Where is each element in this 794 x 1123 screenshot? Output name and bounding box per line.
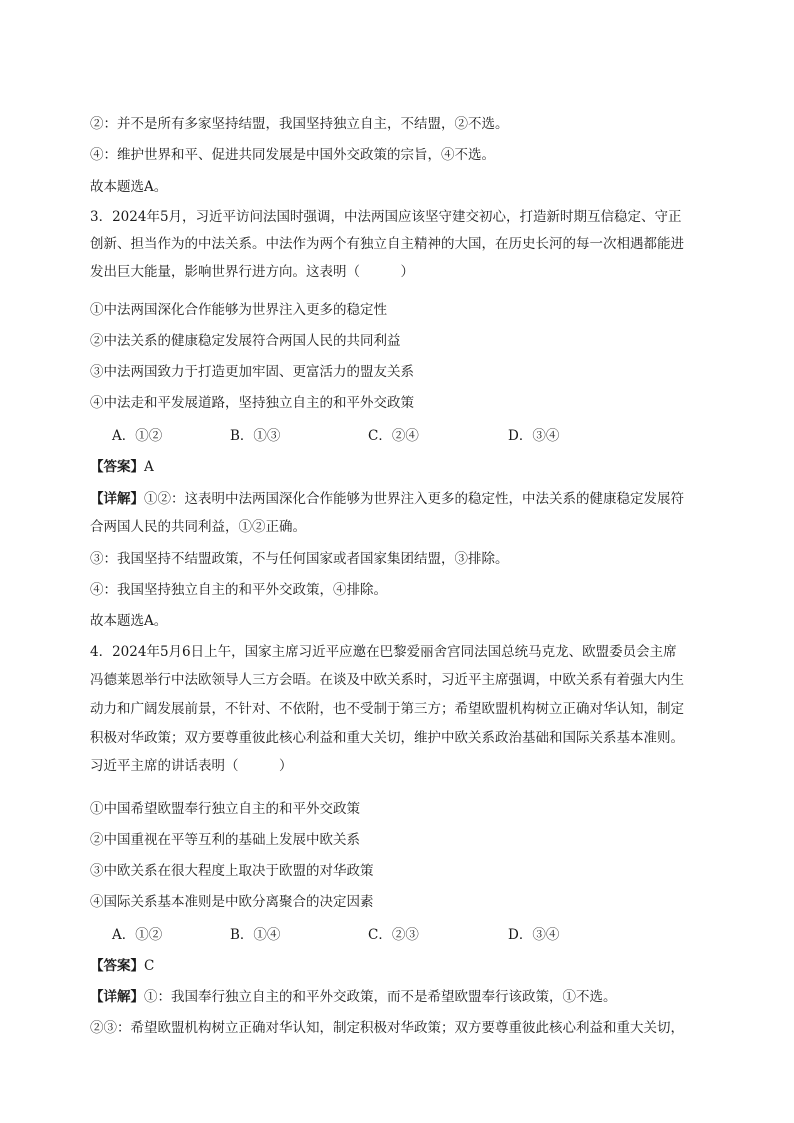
q3-option-c: C．②④ xyxy=(368,428,419,444)
q3-conclusion: 故本题选A。 xyxy=(90,613,168,629)
q3-statement: ②中法关系的健康稳定发展符合两国人民的共同利益 xyxy=(90,333,401,349)
q4-detail-line xyxy=(90,987,710,1007)
q4-stem-line: 冯德莱恩举行中法欧领导人三方会晤。在谈及中欧关系时，习近平主席强调，中欧关系有着强大内生 xyxy=(90,672,684,688)
q4-option-a: A．①② xyxy=(112,927,163,943)
q3-statement: ①中法两国深化合作能够为世界注入更多的稳定性 xyxy=(90,302,387,318)
q3-option-a: A．①② xyxy=(112,428,163,444)
q4-statement: ③中欧关系在很大程度上取决于欧盟的对华政策 xyxy=(90,863,374,879)
q3-stem-line: 3．2024年5月，习近平访问法国时强调，中法两国应该坚守建交初心，打造新时期互信稳定、守正 xyxy=(90,209,682,225)
detail-text: ①②：这表明中法两国深化合作能够为世界注入更多的稳定性，中法关系的健康稳定发展符 xyxy=(144,491,684,507)
q4-option-b: B．①④ xyxy=(230,927,281,943)
q3-answer xyxy=(90,457,710,477)
q3-statement: ③中法两国致力于打造更加牢固、更富活力的盟友关系 xyxy=(90,364,414,380)
q3-option-b: B．①③ xyxy=(230,428,281,444)
prev-conclusion: 故本题选A。 xyxy=(90,179,168,195)
prev-detail-line: ④：维护世界和平、促进共同发展是中国外交政策的宗旨，④不选。 xyxy=(90,147,495,163)
q3-stem-line: 发出巨大能量，影响世界行进方向。这表明（ ） xyxy=(90,264,414,280)
q4-detail-line: ②③：希望欧盟机构树立正确对华认知，制定积极对华政策；双方要尊重彼此核心利益和重大关切， xyxy=(90,1020,684,1036)
detail-label: 【详解】 xyxy=(90,989,144,1005)
q3-stem-line: 创新、担当作为的中法关系。中法作为两个有独立自主精神的大国，在历史长河的每一次相遇都能进 xyxy=(90,236,684,252)
q3-detail-line: ③：我国坚持不结盟政策，不与任何国家或者国家集团结盟，③排除。 xyxy=(90,551,509,567)
q4-statement: ②中国重视在平等互利的基础上发展中欧关系 xyxy=(90,832,360,848)
q3-statement: ④中法走和平发展道路，坚持独立自主的和平外交政策 xyxy=(90,395,414,411)
answer-label: 【答案】 xyxy=(90,459,144,475)
answer-value: A xyxy=(144,459,154,475)
q3-option-d: D．③④ xyxy=(508,428,560,444)
q4-stem-line: 积极对华政策；双方要尊重彼此核心利益和重大关切，维护中欧关系政治基础和国际关系基本准则。 xyxy=(90,730,684,746)
detail-label: 【详解】 xyxy=(90,491,144,507)
q4-statement: ①中国希望欧盟奉行独立自主的和平外交政策 xyxy=(90,801,360,817)
prev-detail-line: ②：并不是所有多家坚持结盟，我国坚持独立自主，不结盟，②不选。 xyxy=(90,116,509,132)
q4-answer xyxy=(90,956,710,976)
q4-stem-line: 4．2024年5月6日上午，国家主席习近平应邀在巴黎爱丽舍宫同法国总统马克龙、欧盟委员会主席 xyxy=(90,644,677,660)
answer-value: C xyxy=(144,958,155,974)
detail-text: ①：我国奉行独立自主的和平外交政策，而不是希望欧盟奉行该政策，①不选。 xyxy=(144,989,617,1005)
q4-stem-line: 习近平主席的讲话表明（ ） xyxy=(90,758,293,774)
q4-stem-line: 动力和广阔发展前景，不针对、不依附，也不受制于第三方；希望欧盟机构树立正确对华认知，制定 xyxy=(90,701,684,717)
q4-option-c: C．②③ xyxy=(368,927,419,943)
q3-detail-line: 合两国人民的共同利益，①②正确。 xyxy=(90,519,306,535)
q3-detail-line xyxy=(90,489,710,509)
q3-detail-line: ④：我国坚持独立自主的和平外交政策，④排除。 xyxy=(90,582,387,598)
answer-label: 【答案】 xyxy=(90,958,144,974)
q4-statement: ④国际关系基本准则是中欧分离聚合的决定因素 xyxy=(90,894,374,910)
q4-option-d: D．③④ xyxy=(508,927,560,943)
